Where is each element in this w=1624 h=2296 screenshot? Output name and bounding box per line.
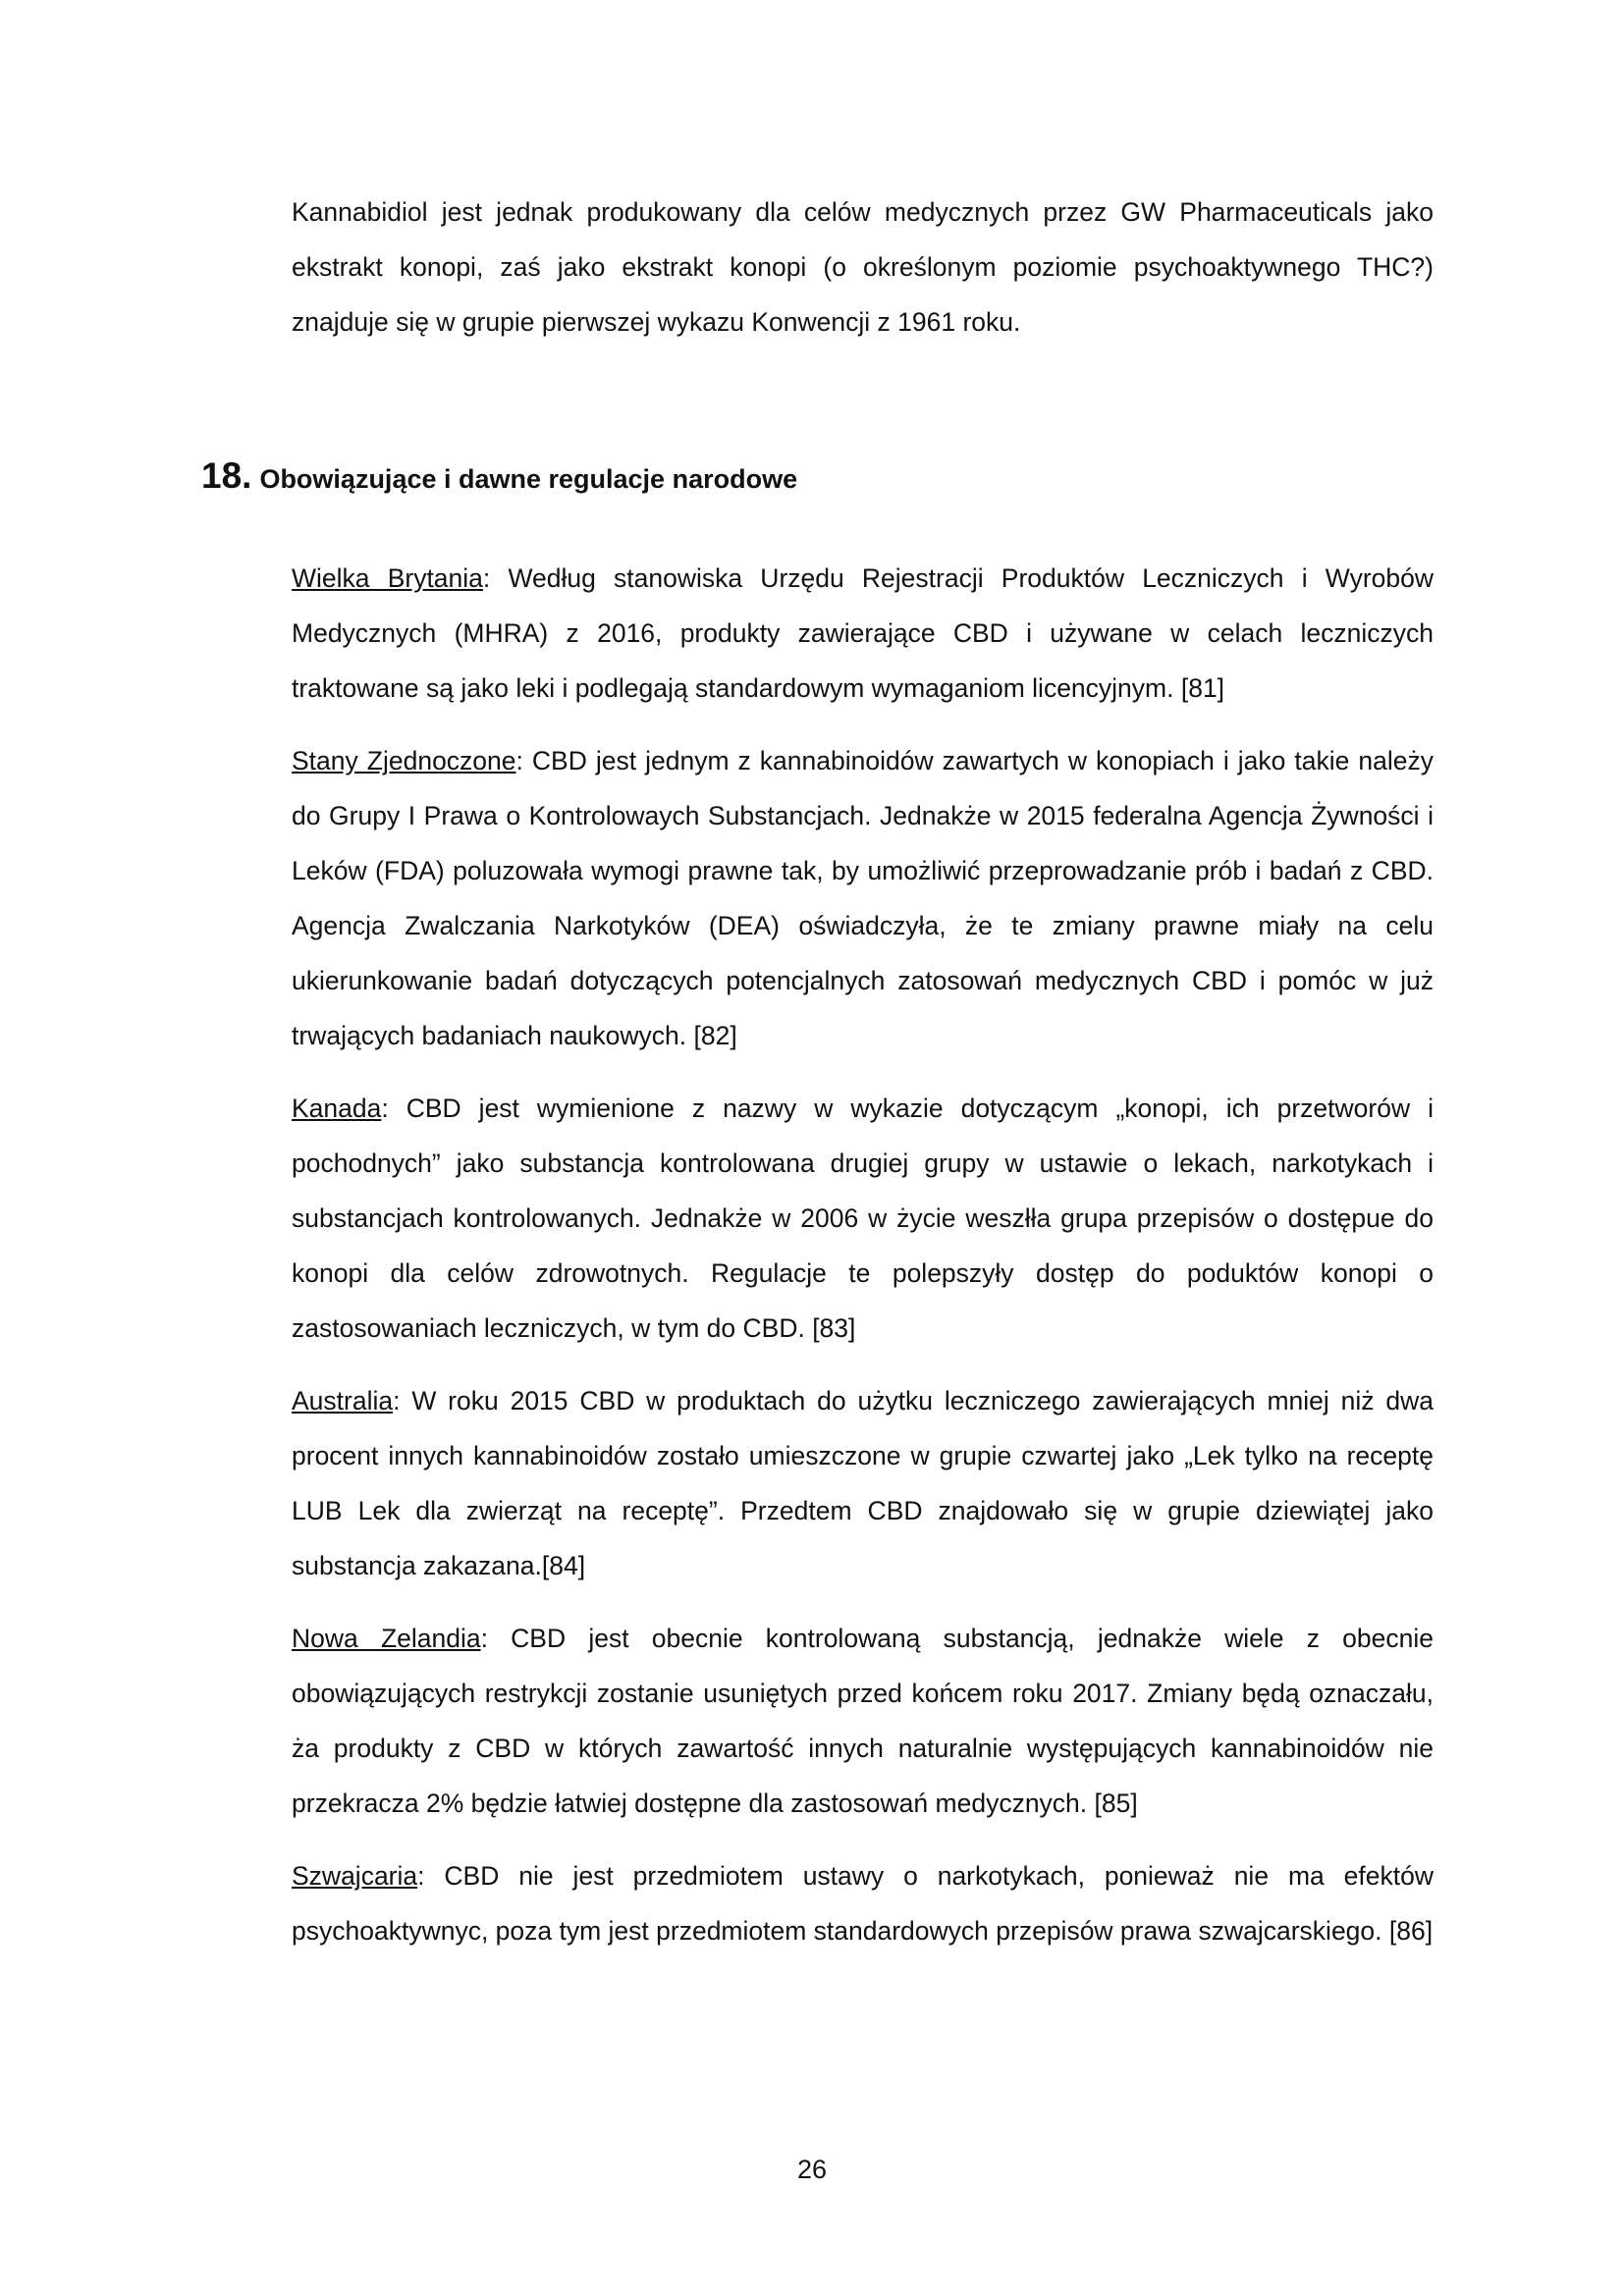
intro-paragraph: Kannabidiol jest jednak produkowany dla celów medycznych przez GW Pharmaceuticals jako ekstrakt konopi, zaś jako ekstrakt konopi (o określonym poziomie psychoaktywnego THC?) znajduje się w grupie pierwszej wykazu Konwencji z 1961 roku. <box>292 197 1434 337</box>
country-name: Australia <box>292 1386 394 1415</box>
paragraph-switzerland <box>292 1848 1434 1958</box>
paragraph-text: : CBD jest jednym z kannabinoidów zawartych w konopiach i jako takie należy do Grupy I Prawa o Kontrolowaych Substancjach. Jednakże w 2015 federalna Agencja Żywności i Leków (FDA) poluzowała wymogi prawne tak, by umożliwić przeprowadzanie prób i badań z CBD. Agencja Zwalczania Narkotyków (DEA) oświadczyła, że te zmiany prawne miały na celu ukierunkowanie badań dotyczących potencjalnych zatosowań medycznych CBD i pomóc w już trwających badaniach naukowych. [82] <box>292 746 1434 1050</box>
section-title: Obowiązujące i dawne regulacje narodowe <box>259 464 798 494</box>
country-name: Szwajcaria <box>292 1861 418 1891</box>
paragraph-text: : CBD nie jest przedmiotem ustawy o narkotykach, ponieważ nie ma efektów psychoaktywnyc, poza tym jest przedmiotem standardowych przepisów prawa szwajcarskiego. [86] <box>292 1861 1434 1946</box>
section-number: 18. <box>201 455 252 496</box>
page-number: 26 <box>796 2155 828 2184</box>
paragraph-text: : Według stanowiska Urzędu Rejestracji Produktów Leczniczych i Wyrobów Medycznych (MHRA) z 2016, produkty zawierające CBD i używane w celach leczniczych traktowane są jako leki i podlegają standardowym wymaganiom licencyjnym. [81] <box>292 563 1434 703</box>
paragraph-new-zealand <box>292 1611 1434 1831</box>
paragraph-uk <box>292 551 1434 716</box>
country-name: Wielka Brytania <box>292 563 483 593</box>
paragraph-text: : CBD jest obecnie kontrolowaną substancją, jednakże wiele z obecnie obowiązujących restrykcji zostanie usuniętych przed końcem roku 2017. Zmiany będą oznaczału, ża produkty z CBD w których zawartość innych naturalnie występujących kannabinoidów nie przekracza 2% będzie łatwiej dostępne dla zastosowań medycznych. [85] <box>292 1624 1434 1818</box>
country-name: Stany Zjednoczone <box>292 746 516 775</box>
paragraph-us <box>292 733 1434 1063</box>
country-name: Nowa Zelandia <box>292 1624 481 1653</box>
paragraph-text: : CBD jest wymienione z nazwy w wykazie dotyczącym „konopi, ich przetworów i pochodnych” jako substancja kontrolowana drugiej grupy w ustawie o lekach, narkotykach i substancjach kontrolowanych. Jednakże w 2006 w życie weszłła grupa przepisów o dostępue do konopi dla celów zdrowotnych. Regulacje te polepszyły dostęp do poduktów konopi o zastosowaniach leczniczych, w tym do CBD. [83] <box>292 1094 1434 1343</box>
paragraph-text: : W roku 2015 CBD w produktach do użytku leczniczego zawierających mniej niż dwa procent innych kannabinoidów zostało umieszczone w grupie czwartej jako „Lek tylko na receptę LUB Lek dla zwierząt na receptę”. Przedtem CBD znajdowało się w grupie dziewiątej jako substancja zakazana.[84] <box>292 1386 1434 1580</box>
paragraph-australia <box>292 1373 1434 1593</box>
section-heading <box>201 455 797 497</box>
paragraph-canada <box>292 1081 1434 1356</box>
country-name: Kanada <box>292 1094 382 1123</box>
